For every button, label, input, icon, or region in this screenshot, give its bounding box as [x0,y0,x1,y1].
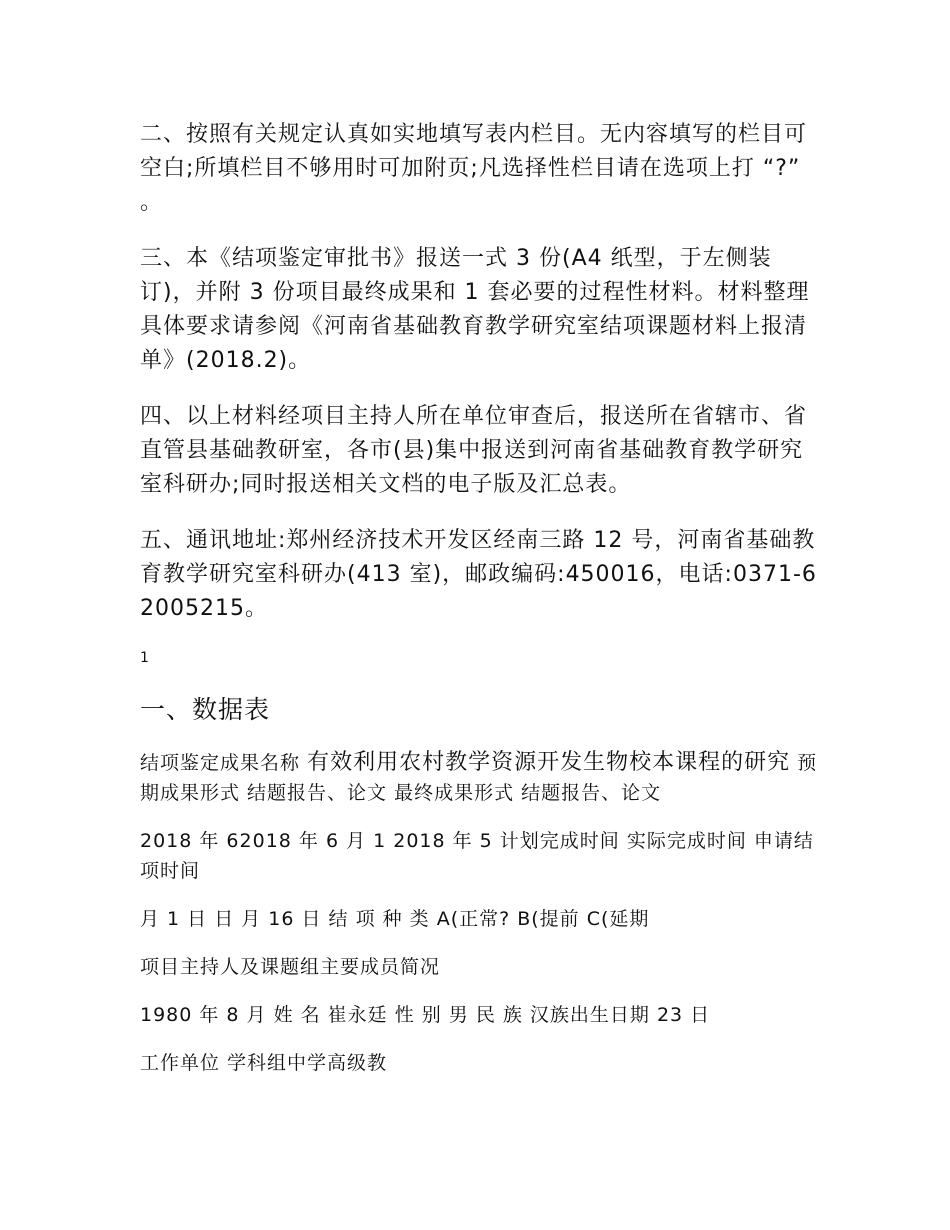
instruction-paragraph-5: 五、通讯地址:郑州经济技术开发区经南三路 12 号，河南省基础教育教学研究室科研办(413 室)，邮政编码:450016，电话:0371-62005215。 [140,528,817,621]
result-title: 有效利用农村教学资源开发生物校本课程的研究 [307,750,791,775]
data-line-category: 月 1 日 日 月 16 日 结 项 种 类 A(正常? B(提前 C(延期 [140,908,650,930]
instruction-paragraph-2: 二、按照有关规定认真如实地填写表内栏目。无内容填写的栏目可空白;所填栏目不够用时可加附页;凡选择性栏目请在选项上打 “?” 。 [140,122,808,215]
data-line-members-title: 项目主持人及课题组主要成员简况 [140,956,441,978]
page-number: 1 [140,650,149,666]
instruction-paragraph-4: 四、以上材料经项目主持人所在单位审查后，报送所在省辖市、省直管县基础教研室，各市(县)集中报送到河南省基础教育教学研究室科研办;同时报送相关文档的电子版及汇总表。 [140,404,808,497]
data-line-dates: 2018 年 62018 年 6 月 1 2018 年 5 计划完成时间 实际完成时间 申请结项时间 [140,830,814,882]
document-page [140,118,820,1096]
data-line-result [140,748,820,808]
instruction-paragraph-3: 三、本《结项鉴定审批书》报送一式 3 份(A4 纸型，于左侧装订)，并附 3 份项目最终成果和 1 套必要的过程性材料。材料整理具体要求请参阅《河南省基础教育教学研究室结项课题材料上报清单》(2018.2)。 [140,246,810,373]
result-label: 结项鉴定成果名称 [140,752,301,774]
data-line-work-unit: 工作单位 学科组中学高级教 [140,1052,388,1074]
data-line-host-info: 1980 年 8 月 姓 名 崔永廷 性 别 男 民 族 汉族出生日期 23 日 [140,1004,711,1026]
section-heading: 一、数据表 [140,695,271,724]
result-forms: 预期成果形式 结题报告、论文 最终成果形式 结题报告、论文 [140,752,818,804]
